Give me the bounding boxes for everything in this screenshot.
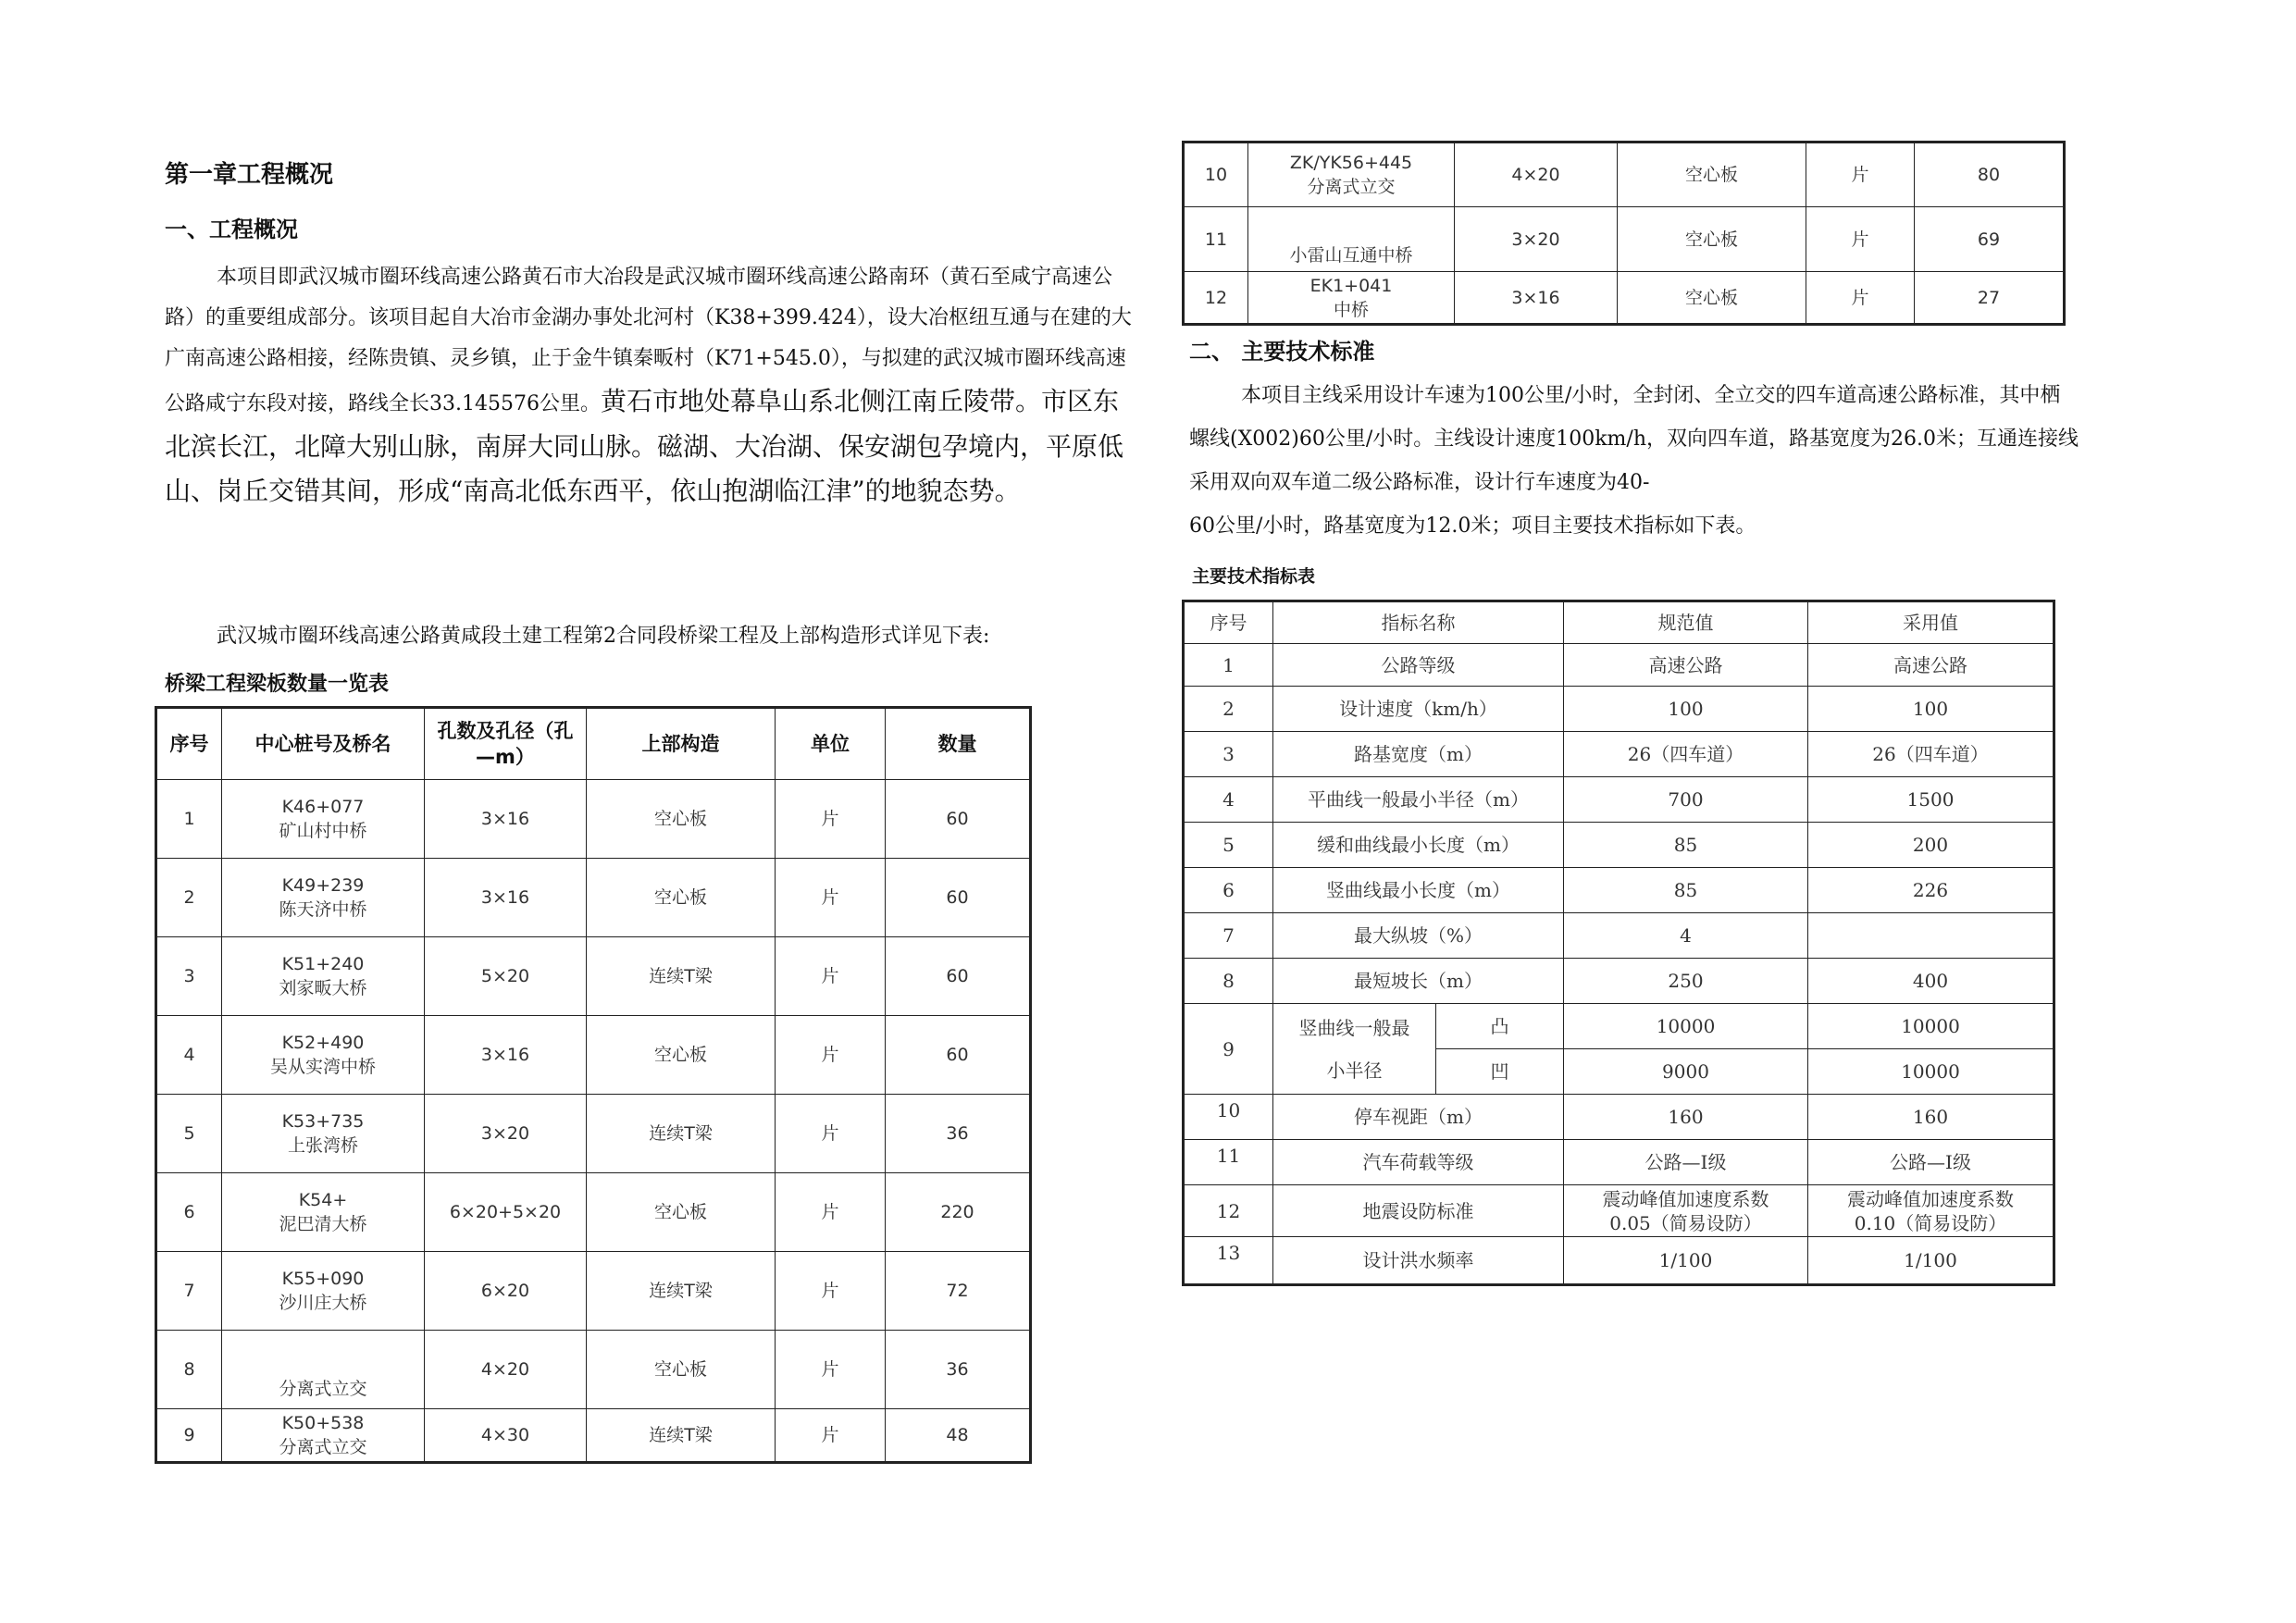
header-station: 中心桩号及桥名	[222, 708, 425, 780]
cell-spec: 1/100	[1564, 1237, 1808, 1285]
cell-name	[1273, 1004, 1436, 1095]
table-row	[1184, 687, 2054, 732]
cell-span: 3×20	[425, 1095, 587, 1173]
bridge-table	[155, 706, 1032, 1464]
cell-station: EK1+041	[1309, 275, 1393, 296]
cell-span: 3×16	[425, 1016, 587, 1095]
table-header-row	[156, 708, 1031, 780]
cell-spec: 250	[1564, 959, 1808, 1004]
cell-bridge-name: 中桥	[1333, 299, 1369, 320]
cell-spec: 公路—Ⅰ级	[1564, 1140, 1808, 1185]
table-row	[156, 937, 1031, 1016]
cell-station: K53+735	[281, 1111, 365, 1132]
cell-adopt: 1500	[1808, 777, 2054, 823]
cell-unit: 片	[776, 1409, 886, 1463]
table-row	[156, 780, 1031, 859]
cell-no: 6	[156, 1173, 222, 1252]
cell-station-name	[222, 1409, 425, 1463]
cell-station-name	[222, 1095, 425, 1173]
cell-adopt: 100	[1808, 687, 2054, 732]
cell-adopt: 400	[1808, 959, 2054, 1004]
table-row	[1184, 644, 2054, 687]
cell-qty: 60	[886, 1016, 1031, 1095]
table-row	[156, 1331, 1031, 1409]
cell-no: 1	[156, 780, 222, 859]
table-row	[156, 1252, 1031, 1331]
cell-structure: 连续T梁	[587, 1252, 776, 1331]
bridge-table-continued	[1182, 141, 2066, 326]
cell-adopt: 200	[1808, 823, 2054, 868]
table-header-row	[1184, 601, 2054, 644]
cell-adopt: 公路—Ⅰ级	[1808, 1140, 2054, 1185]
cell-adopt-line-1: 震动峰值加速度系数	[1847, 1187, 2014, 1210]
cell-spec	[1564, 1185, 1808, 1237]
cell-adopt: 26（四车道）	[1808, 732, 2054, 777]
cell-span: 3×16	[1455, 272, 1618, 325]
cell-no: 4	[1184, 777, 1273, 823]
cell-structure: 空心板	[587, 859, 776, 937]
cell-unit: 片	[1806, 142, 1915, 207]
cell-unit: 片	[776, 859, 886, 937]
cell-adopt	[1808, 1185, 2054, 1237]
cell-no: 5	[156, 1095, 222, 1173]
cell-spec: 700	[1564, 777, 1808, 823]
cell-unit: 片	[776, 1252, 886, 1331]
table1-caption: 桥梁工程梁板数量一览表	[165, 673, 390, 696]
cell-adopt: 160	[1808, 1095, 2054, 1140]
cell-qty: 80	[1915, 142, 2065, 207]
cell-unit: 片	[776, 1016, 886, 1095]
cell-name: 设计速度（km/h）	[1273, 687, 1564, 732]
cell-station-name	[1248, 207, 1455, 272]
cell-unit: 片	[776, 780, 886, 859]
header-no: 序号	[156, 708, 222, 780]
cell-spec: 160	[1564, 1095, 1808, 1140]
table-row	[156, 1409, 1031, 1463]
cell-station-name	[1248, 142, 1455, 207]
cell-no: 8	[1184, 959, 1273, 1004]
cell-no: 12	[1184, 272, 1248, 325]
section1-title: 一、工程概况	[165, 217, 298, 242]
cell-no: 10	[1184, 142, 1248, 207]
cell-unit: 片	[776, 1173, 886, 1252]
cell-name-line-2: 小半径	[1326, 1059, 1383, 1082]
cell-adopt: 1/100	[1808, 1237, 2054, 1285]
cell-bridge-name: 泥巴清大桥	[279, 1214, 367, 1234]
cell-adopt: 10000	[1808, 1049, 2054, 1095]
cell-no: 1	[1184, 644, 1273, 687]
cell-no: 2	[1184, 687, 1273, 732]
table-row	[1184, 1095, 2054, 1140]
cell-spec: 100	[1564, 687, 1808, 732]
cell-station: K51+240	[281, 954, 365, 974]
cell-structure: 空心板	[1618, 272, 1806, 325]
cell-station: K55+090	[281, 1269, 365, 1289]
cell-qty: 60	[886, 859, 1031, 937]
cell-adopt: 10000	[1808, 1004, 2054, 1049]
cell-spec: 9000	[1564, 1049, 1808, 1095]
paragraph-3-line-2: 螺线(X002)60公里/小时。主线设计速度100km/h，双向四车道，路基宽度为26.0米；互通连接线	[1189, 427, 2079, 451]
table-row	[156, 1016, 1031, 1095]
cell-bridge-name: 分离式立交	[1307, 177, 1396, 197]
table-row	[1184, 732, 2054, 777]
cell-sub-convex: 凸	[1436, 1004, 1564, 1049]
cell-station-name	[222, 859, 425, 937]
header-adopt: 采用值	[1808, 601, 2054, 644]
cell-span: 4×30	[425, 1409, 587, 1463]
paragraph-1-normal-text: 本项目即武汉城市圈环线高速公路黄石市大冶段是武汉城市圈环线高速公路南环（黄石至咸宁高速公路）的重要组成部分。该项目起自大冶市金湖办事处北河村（K38+399.424），设大冶枢纽互通与在建的大广南高速公路相接，经陈贵镇、灵乡镇，止于金牛镇秦畈村（K71+545.0），与拟建的武汉城市圈环线高速公路咸宁东段对接，路线全长33.145576公里。	[165, 266, 1132, 415]
cell-no: 10	[1184, 1095, 1273, 1140]
table-row	[156, 1173, 1031, 1252]
cell-no: 11	[1184, 1140, 1273, 1185]
cell-station-name	[222, 1331, 425, 1409]
cell-qty: 48	[886, 1409, 1031, 1463]
cell-station-name	[222, 1173, 425, 1252]
cell-bridge-name: 刘家畈大桥	[279, 978, 367, 998]
cell-adopt	[1808, 913, 2054, 959]
header-structure: 上部构造	[587, 708, 776, 780]
cell-name: 公路等级	[1273, 644, 1564, 687]
paragraph-3-line-3: 采用双向双车道二级公路标准，设计行车速度为40-	[1189, 471, 1650, 494]
table-row	[1184, 959, 2054, 1004]
cell-bridge-name: 分离式立交	[279, 1437, 367, 1457]
cell-spec: 85	[1564, 868, 1808, 913]
cell-name: 最大纵坡（%）	[1273, 913, 1564, 959]
tech-standards-table	[1182, 600, 2055, 1286]
cell-bridge-name: 矿山村中桥	[279, 821, 367, 841]
cell-station: K46+077	[281, 797, 365, 817]
cell-name: 设计洪水频率	[1273, 1237, 1564, 1285]
paragraph-2	[165, 620, 1142, 649]
cell-no: 7	[156, 1252, 222, 1331]
cell-spec: 26（四车道）	[1564, 732, 1808, 777]
cell-structure: 空心板	[587, 1016, 776, 1095]
cell-station: K50+538	[281, 1413, 365, 1433]
section2-title: 二、 主要技术标准	[1189, 339, 1375, 365]
cell-name: 地震设防标准	[1273, 1185, 1564, 1237]
header-name: 指标名称	[1273, 601, 1564, 644]
cell-bridge-name: 上张湾桥	[287, 1135, 358, 1156]
cell-span: 5×20	[425, 937, 587, 1016]
cell-span: 3×16	[425, 780, 587, 859]
paragraph-3-line-1: 本项目主线采用设计车速为100公里/小时，全封闭、全立交的四车道高速公路标准，其中栖	[1241, 384, 2061, 407]
cell-no: 4	[156, 1016, 222, 1095]
cell-bridge-name: 分离式立交	[279, 1379, 367, 1399]
cell-no: 6	[1184, 868, 1273, 913]
cell-name: 停车视距（m）	[1273, 1095, 1564, 1140]
cell-unit: 片	[776, 1095, 886, 1173]
cell-structure: 空心板	[587, 780, 776, 859]
cell-unit: 片	[776, 1331, 886, 1409]
cell-spec-line-2: 0.05（简易设防）	[1609, 1211, 1762, 1234]
table-row	[1184, 207, 2065, 272]
cell-name: 最短坡长（m）	[1273, 959, 1564, 1004]
cell-no: 12	[1184, 1185, 1273, 1237]
cell-no: 7	[1184, 913, 1273, 959]
cell-qty: 60	[886, 780, 1031, 859]
cell-structure: 空心板	[1618, 207, 1806, 272]
header-unit: 单位	[776, 708, 886, 780]
cell-qty: 72	[886, 1252, 1031, 1331]
cell-structure: 连续T梁	[587, 937, 776, 1016]
cell-station-name	[222, 1252, 425, 1331]
paragraph-3-line-4: 60公里/小时，路基宽度为12.0米；项目主要技术指标如下表。	[1189, 514, 1756, 538]
cell-station-name	[222, 937, 425, 1016]
cell-spec: 85	[1564, 823, 1808, 868]
cell-bridge-name: 陈天济中桥	[279, 899, 367, 920]
cell-adopt-line-2: 0.10（简易设防）	[1854, 1211, 2007, 1234]
cell-station-name	[222, 780, 425, 859]
table-row	[1184, 1140, 2054, 1185]
cell-structure: 空心板	[587, 1173, 776, 1252]
cell-no: 13	[1184, 1237, 1273, 1285]
cell-station-name	[1248, 272, 1455, 325]
cell-spec: 高速公路	[1564, 644, 1808, 687]
table-row	[156, 1095, 1031, 1173]
cell-qty: 36	[886, 1095, 1031, 1173]
cell-span: 4×20	[425, 1331, 587, 1409]
header-span: 孔数及孔径（孔—m）	[425, 708, 587, 780]
cell-span: 3×16	[425, 859, 587, 937]
paragraph-3	[1189, 374, 2189, 548]
cell-no: 5	[1184, 823, 1273, 868]
table-row	[1184, 868, 2054, 913]
cell-span: 6×20+5×20	[425, 1173, 587, 1252]
cell-qty: 36	[886, 1331, 1031, 1409]
table-row	[1184, 1004, 2054, 1049]
cell-sub-concave: 凹	[1436, 1049, 1564, 1095]
cell-bridge-name: 吴从实湾中桥	[269, 1057, 376, 1077]
header-qty: 数量	[886, 708, 1031, 780]
cell-no: 9	[1184, 1004, 1273, 1095]
table-row	[1184, 1185, 2054, 1237]
cell-station: K52+490	[281, 1033, 365, 1053]
cell-span: 4×20	[1455, 142, 1618, 207]
header-spec: 规范值	[1564, 601, 1808, 644]
table-row	[1184, 913, 2054, 959]
cell-qty: 27	[1915, 272, 2065, 325]
cell-no: 11	[1184, 207, 1248, 272]
cell-spec-line-1: 震动峰值加速度系数	[1602, 1187, 1769, 1210]
cell-no: 3	[156, 937, 222, 1016]
cell-structure: 空心板	[587, 1331, 776, 1409]
cell-name: 竖曲线最小长度（m）	[1273, 868, 1564, 913]
cell-station-name	[222, 1016, 425, 1095]
cell-no: 3	[1184, 732, 1273, 777]
cell-qty: 69	[1915, 207, 2065, 272]
cell-span: 6×20	[425, 1252, 587, 1331]
cell-spec: 10000	[1564, 1004, 1808, 1049]
header-no: 序号	[1184, 601, 1273, 644]
cell-station: K49+239	[281, 875, 365, 896]
table-row	[156, 859, 1031, 937]
cell-name-line-1: 竖曲线一般最	[1298, 1016, 1410, 1039]
cell-span: 3×20	[1455, 207, 1618, 272]
table3-caption: 主要技术指标表	[1192, 566, 1316, 587]
cell-bridge-name: 小雷山互通中桥	[1289, 245, 1413, 266]
cell-name: 路基宽度（m）	[1273, 732, 1564, 777]
cell-station: ZK/YK56+445	[1289, 153, 1413, 173]
cell-unit: 片	[1806, 272, 1915, 325]
cell-no: 8	[156, 1331, 222, 1409]
cell-no: 2	[156, 859, 222, 937]
table-row	[1184, 777, 2054, 823]
cell-bridge-name: 沙川庄大桥	[279, 1293, 367, 1313]
table-row	[1184, 272, 2065, 325]
table-row	[1184, 142, 2065, 207]
cell-spec: 4	[1564, 913, 1808, 959]
cell-adopt: 226	[1808, 868, 2054, 913]
paragraph-1	[165, 257, 1142, 514]
cell-structure: 连续T梁	[587, 1409, 776, 1463]
cell-unit: 片	[776, 937, 886, 1016]
table-row	[1184, 823, 2054, 868]
cell-no: 9	[156, 1409, 222, 1463]
cell-station: K54+	[298, 1190, 348, 1210]
paragraph-2-text: 武汉城市圈环线高速公路黄咸段土建工程第2合同段桥梁工程及上部构造形式详见下表:	[217, 625, 990, 648]
cell-name: 缓和曲线最小长度（m）	[1273, 823, 1564, 868]
cell-qty: 220	[886, 1173, 1031, 1252]
cell-adopt: 高速公路	[1808, 644, 2054, 687]
table-row	[1184, 1237, 2054, 1285]
cell-name: 平曲线一般最小半径（m）	[1273, 777, 1564, 823]
chapter-title: 第一章工程概况	[165, 161, 334, 189]
cell-structure: 空心板	[1618, 142, 1806, 207]
cell-unit: 片	[1806, 207, 1915, 272]
paragraph-1-large: 黄石市地处幕阜山系北侧江南丘陵带。市区东北滨长江，北障大别山脉，南屏大同山脉。磁湖、大冶湖、保安湖包孕境内，平原低山、岗丘交错其间，形成“南高北低东西平，依山抱湖临江津”的地貌态势。	[165, 386, 1124, 506]
cell-structure: 连续T梁	[587, 1095, 776, 1173]
cell-name: 汽车荷载等级	[1273, 1140, 1564, 1185]
cell-qty: 60	[886, 937, 1031, 1016]
